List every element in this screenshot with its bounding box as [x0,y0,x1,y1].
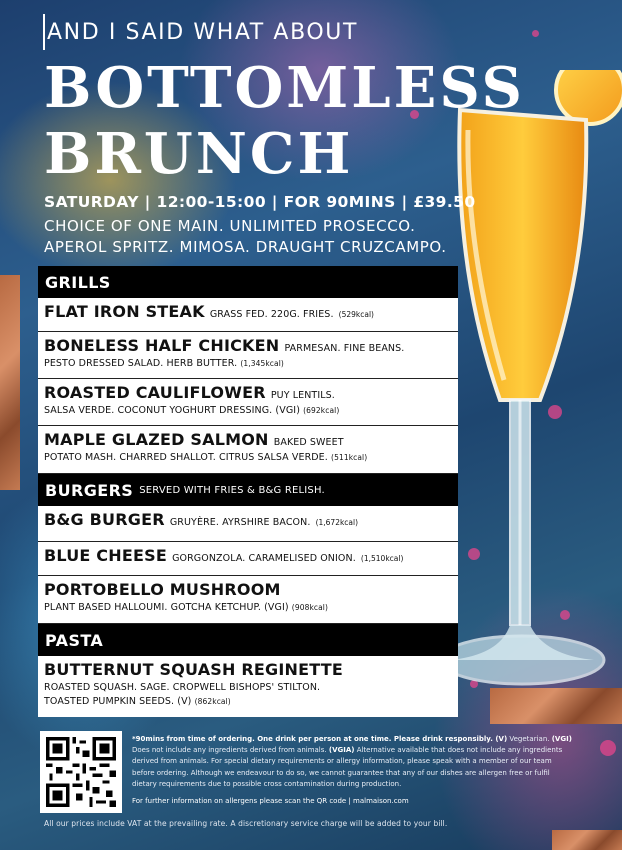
title-line-1: BOTTOMLESS [44,55,525,121]
item-kcal: (1,345kcal) [240,359,284,368]
schedule-price-info: SATURDAY | 12:00-15:00 | FOR 90MINS | £39.50 [44,193,476,211]
header-accent-line [43,14,45,50]
tagline-2: APEROL SPRITZ. MIMOSA. DRAUGHT CRUZCAMPO. [44,238,447,256]
item-kcal: (692kcal) [303,406,340,415]
item-kcal: (1,510kcal) [360,554,404,563]
menu-item-bg-burger [38,506,458,542]
menu-item-maple-glazed-salmon [38,426,458,474]
section-title: GRILLS [45,272,111,292]
fine-print-bold: (VGIA) [328,746,355,755]
item-name: BUTTERNUT SQUASH REGINETTE [44,660,343,679]
item-name: PORTOBELLO MUSHROOM [44,580,281,599]
copper-strip-left [0,275,20,490]
item-kcal: (529kcal) [338,310,374,319]
tagline-1: CHOICE OF ONE MAIN. UNLIMITED PROSECCO. [44,217,416,235]
item-kcal: (511kcal) [331,453,368,462]
item-desc-line3: TOASTED PUMPKIN SEEDS. (V) [44,696,192,707]
item-kcal: (1,672kcal) [315,518,359,527]
section-note: SERVED WITH FRIES & B&G RELISH. [139,484,325,496]
item-name: BLUE CHEESE [44,546,167,565]
section-pasta [38,624,458,656]
menu-item-boneless-half-chicken [38,332,458,379]
item-desc-line2: SALSA VERDE. COCONUT YOGHURT DRESSING. (VGI) [44,405,301,416]
item-name: MAPLE GLAZED SALMON [44,430,269,449]
section-title: BURGERS [45,480,134,500]
fine-print-text: Vegetarian. [507,735,550,743]
fine-print-text: Alternative available that does not include any ingredients derived from animals. For special dietary requirements or allergy information, please speak with a member of our team before ordering. Although we endeavour to do so, we cannot guarantee that any of our dishes are allergen free or fulfil dietary requirements due to possible cross contamination during production. [132,746,563,788]
allergen-fine-print [132,734,572,807]
vat-notice: All our prices include VAT at the prevailing rate. A discretionary service charge will be added to your bill. [44,819,448,828]
qr-code-graphic [46,737,116,807]
item-name: BONELESS HALF CHICKEN [44,336,280,355]
copper-strip-bottom [552,830,622,850]
menu-item-butternut-squash-reginette [38,656,458,717]
menu-item-flat-iron-steak [38,298,458,332]
section-grills [38,266,458,298]
item-desc: PARMESAN. FINE BEANS. [284,343,405,354]
menu-item-portobello-mushroom [38,576,458,624]
item-name: ROASTED CAULIFLOWER [44,383,266,402]
item-name: B&G BURGER [44,510,165,529]
item-desc: GORGONZOLA. CARAMELISED ONION. [172,553,356,564]
item-desc: BAKED SWEET [273,437,344,448]
item-desc-line2: PLANT BASED HALLOUMI. GOTCHA KETCHUP. (VGI) [44,602,289,613]
qr-code-icon[interactable] [40,731,122,813]
item-desc-line2: POTATO MASH. CHARRED SHALLOT. CITRUS SALSA VERDE. [44,452,328,463]
title-line-2: BRUNCH [44,121,354,187]
item-desc-line2: PESTO DRESSED SALAD. HERB BUTTER. [44,358,238,369]
menu-panel [38,266,458,717]
kicker-text: AND I SAID WHAT ABOUT [47,20,359,45]
item-desc-line2: ROASTED SQUASH. SAGE. CROPWELL BISHOPS' STILTON. [44,682,321,693]
fine-print-bold: (VGI) [551,735,572,743]
fine-print-bold: *90mins from time of ordering. One drink per person at one time. Please drink responsibly. (V) [132,735,508,743]
champagne-glass-icon [440,70,622,760]
item-desc: GRUYÈRE. AYRSHIRE BACON. [169,517,311,528]
menu-item-blue-cheese [38,542,458,576]
item-name: FLAT IRON STEAK [44,302,205,321]
allergen-more-info: For further information on allergens please scan the QR code | malmaison.com [132,797,409,806]
paint-splash [532,30,539,37]
item-desc: GRASS FED. 220G. FRIES. [209,309,334,320]
menu-item-roasted-cauliflower [38,379,458,426]
item-kcal: (862kcal) [194,697,231,706]
item-desc: PUY LENTILS. [270,390,335,401]
fine-print-text: Does not include any ingredients derived from animals. [132,746,327,755]
section-title: PASTA [45,630,104,650]
section-burgers [38,474,458,506]
item-kcal: (908kcal) [291,603,329,612]
